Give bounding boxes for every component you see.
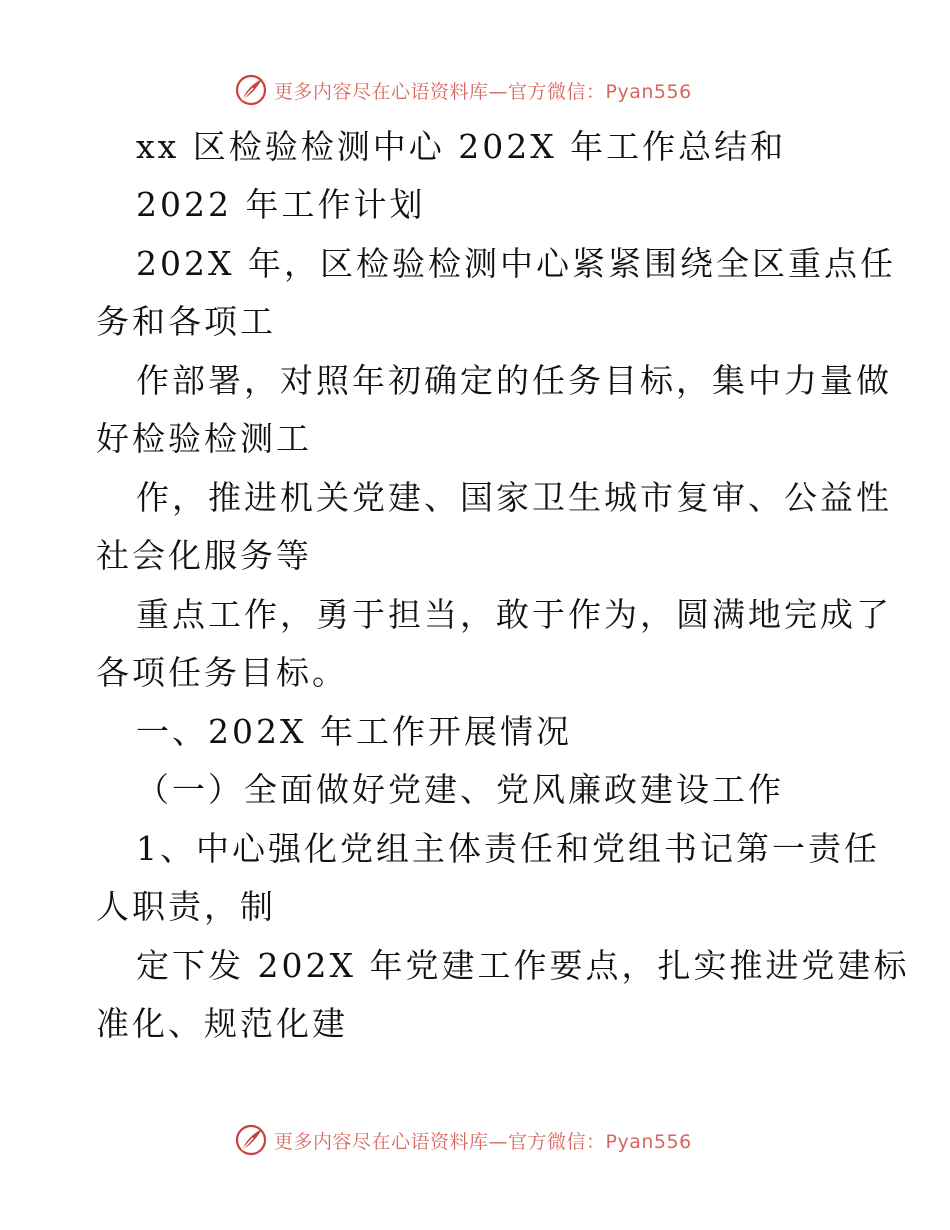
feather-pen-logo-icon <box>234 1123 268 1157</box>
subsection-heading: （一）全面做好党建、党风廉政建设工作 <box>136 770 784 809</box>
paragraph-line: 定下发 202X 年党建工作要点，扎实推进党建标 <box>136 946 910 985</box>
paragraph-line: 重点工作，勇于担当，敢于作为，圆满地完成了 <box>136 595 892 634</box>
doc-title-line-1: xx 区检验检测中心 202X 年工作总结和 <box>136 127 787 166</box>
paragraph-line: 作部署，对照年初确定的任务目标，集中力量做 <box>136 361 892 400</box>
paragraph-line: 作，推进机关党建、国家卫生城市复审、公益性 <box>136 478 892 517</box>
watermark-text: 更多内容尽在心语资料库—官方微信：Pyan556 <box>274 80 692 103</box>
feather-pen-logo-icon <box>234 73 268 107</box>
doc-title-line-2: 2022 年工作计划 <box>136 185 426 224</box>
watermark-header <box>234 72 692 108</box>
watermark-text: 更多内容尽在心语资料库—官方微信：Pyan556 <box>274 1130 692 1153</box>
paragraph-line: 202X 年，区检验检测中心紧紧围绕全区重点任 <box>136 244 896 283</box>
watermark-footer <box>234 1122 692 1158</box>
paragraph-line: 准化、规范化建 <box>96 1004 348 1043</box>
paragraph-line: 社会化服务等 <box>96 536 312 575</box>
paragraph-line: 各项任务目标。 <box>96 653 348 692</box>
section-heading: 一、202X 年工作开展情况 <box>136 712 572 751</box>
paragraph-line: 人职责，制 <box>96 887 276 926</box>
paragraph-line: 务和各项工 <box>96 302 276 341</box>
paragraph-line: 1、中心强化党组主体责任和党组书记第一责任 <box>136 829 880 868</box>
paragraph-line: 好检验检测工 <box>96 419 312 458</box>
